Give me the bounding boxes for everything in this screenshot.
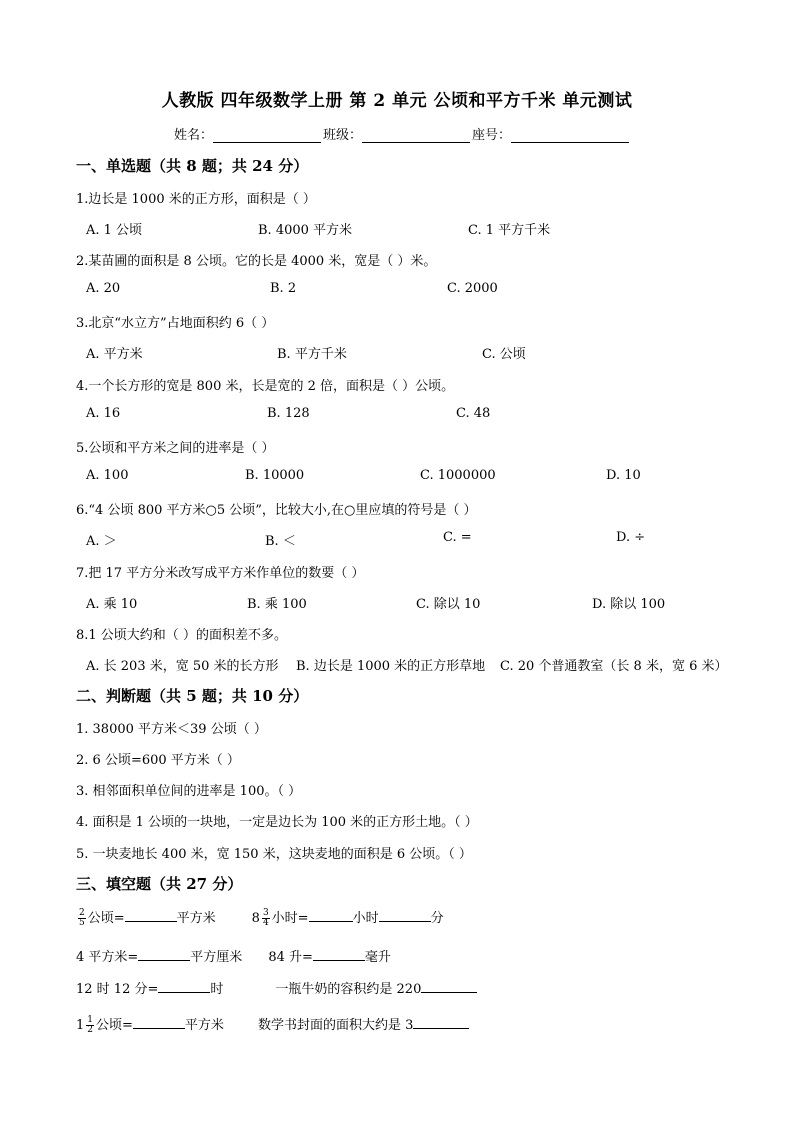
answer-blank[interactable] [379,907,431,922]
judge-item-2: 2. 6 公顷=600 平方米（ ） [76,753,240,768]
fill-text: 平方厘米 [190,950,243,965]
question-3-options [86,343,746,361]
answer-blank[interactable] [421,978,477,993]
fraction-numerator: 2 [79,908,85,918]
fill-text: 一瓶牛奶的容积约是 220 [275,982,422,997]
name-field[interactable] [213,128,321,143]
option-d[interactable]: D. ÷ [616,530,646,545]
fraction-denominator: 2 [87,1025,94,1035]
fill-text: 小时 [352,911,379,926]
option-a[interactable]: A. 16 [86,406,121,421]
fraction-numerator: 3 [262,908,269,918]
answer-blank[interactable] [138,946,190,961]
option-a[interactable]: A. 平方米 [86,347,143,362]
option-c[interactable]: C. = [443,530,472,545]
option-b[interactable]: B. 10000 [245,468,305,483]
option-c[interactable]: C. 48 [456,406,491,421]
whole-number: 8 [251,911,260,926]
question-2: 2.某苗圃的面积是 8 公顷。它的长是 4000 米，宽是（ ）米。 [76,254,437,269]
question-4-options [86,406,746,424]
option-c[interactable]: C. 1 平方千米 [468,223,551,238]
fill-text: 12 时 12 分= [76,982,159,997]
question-6-options [86,530,746,548]
question-2-options [86,281,746,299]
fill-text: 公顷= [96,1018,133,1033]
option-b[interactable]: B. 128 [267,406,310,421]
fill-row-1 [76,907,444,928]
fill-text: 分 [430,911,444,926]
student-info-row [174,124,631,143]
option-a[interactable]: A. ＞ [86,534,117,549]
option-b[interactable]: B. 乘 100 [247,597,307,612]
option-b[interactable]: B. 平方千米 [277,347,347,362]
question-3: 3.北京“水立方”占地面积约 6（ ） [76,316,275,331]
option-a[interactable]: A. 100 [86,468,129,483]
option-a[interactable]: A. 长 203 米，宽 50 米的长方形 [86,659,279,674]
answer-blank[interactable] [133,1014,185,1029]
fill-text: 平方米 [176,911,216,926]
section-heading-single-choice: 一、单选题（共 8 题；共 24 分） [76,157,309,175]
fill-text: 小时= [271,911,309,926]
fraction-two-fifths [78,909,86,928]
fill-text: 时 [210,982,224,997]
fill-text: 公顷= [87,911,125,926]
page-title: 人教版 四年级数学上册 第 2 单元 公顷和平方千米 单元测试 [161,91,633,111]
option-a[interactable]: A. 1 公顷 [86,223,143,238]
option-b[interactable]: B. 边长是 1000 米的正方形草地 [296,659,486,674]
judge-item-1: 1. 38000 平方米＜39 公顷（ ） [76,722,267,737]
option-c[interactable]: C. 公顷 [482,347,526,362]
judge-item-3: 3. 相邻面积单位间的进率是 100。（ ） [76,784,302,799]
option-c[interactable]: C. 20 个普通教室（长 8 米，宽 6 米） [500,659,728,674]
option-d[interactable]: D. 10 [606,468,641,483]
fill-text: 毫升 [364,950,391,965]
question-8: 8.1 公顷大约和（ ）的面积差不多。 [76,628,287,643]
fill-row-2 [76,946,391,965]
option-b[interactable]: B. 2 [270,281,297,296]
question-7-options [86,593,746,611]
fill-row-3 [76,978,477,997]
option-c[interactable]: C. 1000000 [420,468,496,483]
fraction-three-fourths [262,909,270,928]
question-7: 7.把 17 平方分米改写成平方米作单位的数要（ ） [76,566,365,581]
fraction-one-half [86,1016,94,1035]
fill-text: 数学书封面的面积大约是 3 [257,1018,414,1033]
answer-blank[interactable] [158,978,210,993]
fill-row-4 [76,1014,469,1035]
question-4: 4.一个长方形的宽是 800 米，长是宽的 2 倍，面积是（ ）公顷。 [76,379,455,394]
fraction-denominator: 5 [79,918,85,928]
section-heading-true-false: 二、判断题（共 5 题；共 10 分） [76,687,309,705]
option-b[interactable]: B. 4000 平方米 [258,223,353,238]
question-8-options [86,655,746,673]
option-a[interactable]: A. 20 [86,281,121,296]
class-label: 班级： [323,128,363,143]
seat-field[interactable] [511,128,629,143]
answer-blank[interactable] [309,907,353,922]
option-c[interactable]: C. 除以 10 [416,597,481,612]
fraction-denominator: 4 [262,918,269,928]
option-a[interactable]: A. 乘 10 [86,597,138,612]
fill-text: 平方米 [184,1018,224,1033]
answer-blank[interactable] [125,907,177,922]
question-5: 5.公顷和平方米之间的进率是（ ） [76,441,275,456]
judge-item-4: 4. 面积是 1 公顷的一块地，一定是边长为 100 米的正方形土地。（ ） [76,815,478,830]
class-field[interactable] [362,128,470,143]
whole-number: 1 [76,1018,85,1033]
seat-label: 座号： [472,128,512,143]
judge-item-5: 5. 一块麦地长 400 米，宽 150 米，这块麦地的面积是 6 公顷。（ ） [76,847,472,862]
question-6: 6.“4 公顷 800 平方米○5 公顷”，比较大小,在○里应填的符号是（ ） [76,503,477,518]
option-d[interactable]: D. 除以 100 [592,597,666,612]
fill-text: 4 平方米= [76,950,139,965]
name-label: 姓名： [174,128,214,143]
fill-text: 84 升= [268,950,313,965]
answer-blank[interactable] [413,1014,469,1029]
option-c[interactable]: C. 2000 [447,281,498,296]
option-b[interactable]: B. ＜ [265,534,296,549]
answer-blank[interactable] [313,946,365,961]
question-1: 1.边长是 1000 米的正方形，面积是（ ） [76,192,316,207]
section-heading-fill-blank: 三、填空题（共 27 分） [76,875,243,893]
fraction-numerator: 1 [87,1015,94,1025]
question-1-options [86,219,746,237]
question-5-options [86,468,746,486]
